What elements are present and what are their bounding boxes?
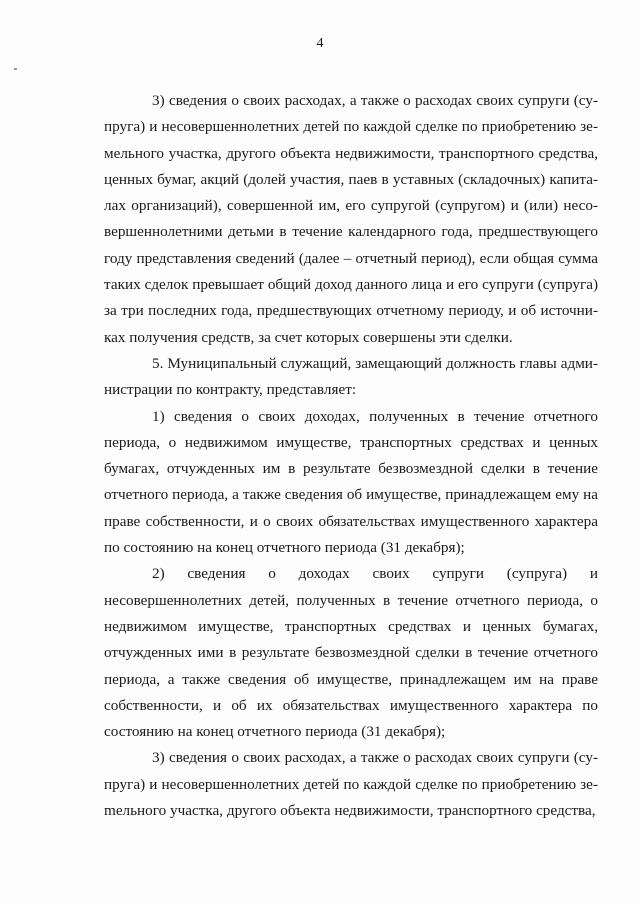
paragraph-item-3-expenses: 3) сведения о своих расходах, а также о расходах своих супруги (супруга) и несовершеннолетних детей по каждой сделке по приобретению земельного участка, другого объекта недвижимости, транспортного средства, ценных бумаг, акций (долей участия, паев в уставных (складочных) капиталах организаций), совершенной им, его супругой (супругом) и (или) несовершеннолетними детьми в течение календарного года, предшествующего году представления сведений (далее – отчетный период), если общая сумма таких сделок превышает общий доход данного лица и его супруги (супруга) за три последних года, предшествующих отчетному периоду, и об источниках получения средств, за счет которых совершены эти сделки. [104, 92, 598, 346]
paragraph-item-1-income: 1) сведения о своих доходах, полученных в течение отчетного периода, о недвижимом имуществе, транспортных средствах и ценных бумагах, отчужденных им в результате безвозмездной сделки в течение отчетного периода, а также сведения об имуществе, принадлежащем ему на праве собственности, и о своих обязательствах имущественного характера по состоянию на конец отчетного периода (31 декабря); [104, 407, 598, 557]
scan-artifact [14, 68, 17, 70]
page-number: 4 [316, 36, 324, 51]
paragraph-section-5: 5. Муниципальный служащий, замещающий должность главы администрации по контракту, представляет: [104, 354, 598, 399]
paragraph-item-2-spouse-income: 2) сведения о доходах своих супруги (супруга) и несовершеннолетних детей, полученных в течение отчетного периода, о недвижимом имуществе, транспортных средствах и ценных бумагах, отчужденных ими в результате безвозмездной сделки в течение отчетного периода, а также сведения об имуществе, принадлежащем им на праве собственности, и об их обязательствах имущественного характера по состоянию на конец отчетного периода (31 декабря); [104, 565, 598, 741]
document-body [104, 88, 598, 824]
paragraph-item-3-expenses-repeat: 3) сведения о своих расходах, а также о расходах своих супруги (супруга) и несовершеннолетних детей по каждой сделке по приобретению зеmельного участка, другого объекта недвижимости, транспортного средства, [104, 749, 598, 820]
